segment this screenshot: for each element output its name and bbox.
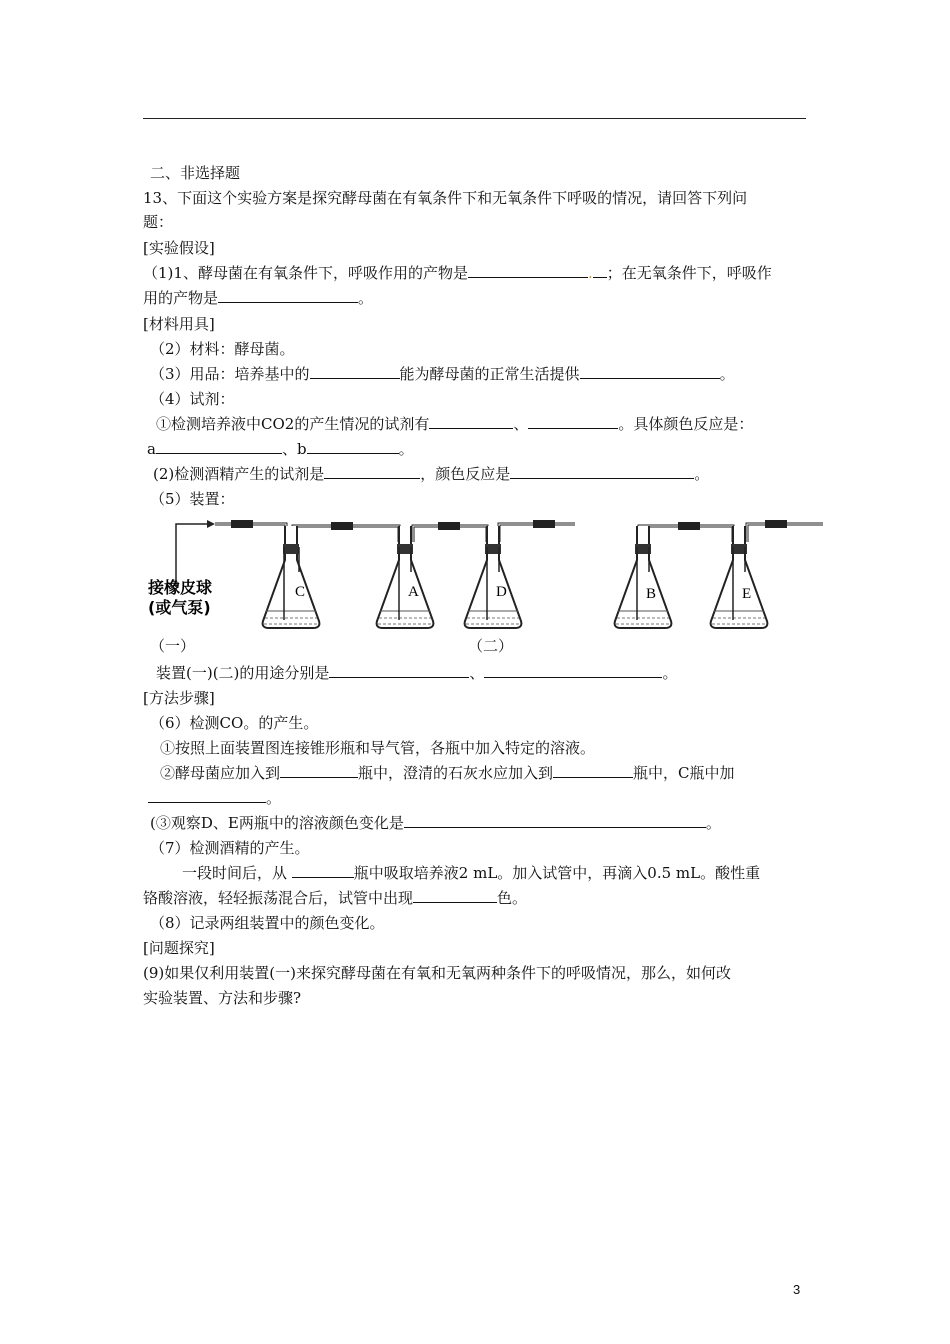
flask-e <box>711 526 768 628</box>
apparatus-figure <box>143 512 823 637</box>
reagent-alcohol: (2)检测酒精产生的试剂是 ，颜色反应是 。 <box>153 465 710 483</box>
question-9-cont: 实验装置、方法和步骤? <box>143 989 302 1007</box>
setup-1-label: （一） <box>150 637 196 655</box>
step-6-2-cont: 。 <box>148 786 281 810</box>
answer-blank[interactable] <box>280 763 358 778</box>
hypothesis-heading: [实验假设] <box>143 239 215 257</box>
hypothesis-1: （1)1、酵母菌在有氧条件下，呼吸作用的产物是 . ；在无氧条件下，呼吸作 <box>143 264 772 282</box>
hypothesis-1-cont: 用的产物是 。 <box>143 289 374 307</box>
answer-blank[interactable] <box>292 863 354 878</box>
step-7: （7）检测酒精的产生。 <box>150 839 310 857</box>
reagent-color: a 、b 。 <box>147 440 414 458</box>
materials-2: （2）材料：酵母菌。 <box>150 340 295 358</box>
answer-blank[interactable] <box>593 263 607 278</box>
answer-blank[interactable] <box>413 888 497 903</box>
answer-blank[interactable] <box>324 464 420 479</box>
page-number: 3 <box>793 1282 801 1297</box>
flask-apparatus-diagram <box>143 512 823 637</box>
step-6-1: ①按照上面装置图连接锥形瓶和导气管，各瓶中加入特定的溶液。 <box>160 739 596 757</box>
flask-label-b: B <box>646 586 657 602</box>
flask-d <box>465 526 522 628</box>
flask-label-d: D <box>496 584 507 600</box>
question-9: (9)如果仅利用装置(一)来探究酵母菌在有氧和无氧两种条件下的呼吸情况，那么，如何改 <box>143 964 731 982</box>
pump-label-1: 接橡皮球 <box>148 578 213 597</box>
flask-label-c: C <box>295 584 306 600</box>
answer-blank[interactable] <box>404 813 706 828</box>
answer-blank[interactable] <box>307 439 399 454</box>
step-6-3: (③观察D、E两瓶中的溶液颜色变化是 。 <box>150 814 721 832</box>
answer-blank[interactable] <box>329 663 469 678</box>
answer-blank[interactable] <box>510 464 694 479</box>
answer-blank[interactable] <box>156 439 282 454</box>
setup-2-label: （二） <box>468 637 514 655</box>
answer-blank[interactable] <box>429 414 513 429</box>
materials-3: （3）用品：培养基中的 能为酵母菌的正常生活提供 。 <box>150 365 735 383</box>
answer-blank[interactable] <box>484 663 662 678</box>
answer-blank[interactable] <box>310 364 400 379</box>
section-title: 二、非选择题 <box>150 164 241 182</box>
question-intro-2: 题： <box>143 213 174 231</box>
answer-blank[interactable] <box>553 763 633 778</box>
materials-heading: [材料用具] <box>143 315 215 333</box>
materials-5: （5）装置： <box>150 490 235 508</box>
explore-heading: [问题探究] <box>143 939 215 957</box>
flask-label-e: E <box>742 586 752 602</box>
reagent-co2: ①检测培养液中CO2的产生情况的试剂有 、 。具体颜色反应是： <box>156 415 754 433</box>
answer-blank[interactable] <box>218 288 358 303</box>
pump-label-2: (或气泵) <box>148 598 211 617</box>
answer-blank[interactable] <box>468 263 588 278</box>
step-8: （8）记录两组装置中的颜色变化。 <box>150 914 385 932</box>
step-7-detail: 一段时间后，从 瓶中吸取培养液2 mL。加入试管中，再滴入0.5 mL。酸性重 <box>182 864 761 882</box>
answer-blank[interactable] <box>580 364 720 379</box>
materials-4: （4）试剂： <box>150 390 235 408</box>
flask-label-a: A <box>408 584 419 600</box>
question-intro-1: 13、下面这个实验方案是探究酵母菌在有氧条件下和无氧条件下呼吸的情况，请回答下列问 <box>143 189 748 207</box>
step-7-detail-cont: 铬酸溶液，轻轻振荡混合后，试管中出现 色。 <box>143 889 528 907</box>
apparatus-usage: 装置(一)(二)的用途分别是 、 。 <box>156 664 678 682</box>
step-6: （6）检测CO。的产生。 <box>150 714 319 732</box>
header-rule <box>143 118 806 119</box>
method-heading: [方法步骤] <box>143 689 215 707</box>
answer-blank[interactable] <box>528 414 618 429</box>
step-6-2: ②酵母菌应加入到 瓶中，澄清的石灰水应加入到 瓶中，C瓶中加 <box>160 764 735 782</box>
answer-blank[interactable] <box>148 788 266 803</box>
flask-b <box>615 526 672 628</box>
flask-c <box>263 526 320 628</box>
flask-a <box>377 526 434 628</box>
